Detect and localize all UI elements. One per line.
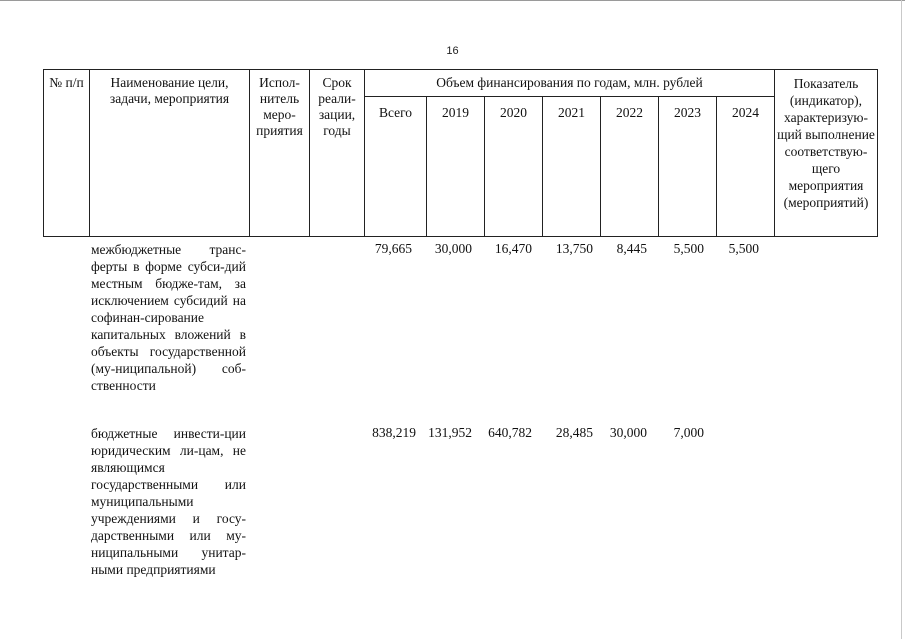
row-value-2020: 16,470 (494, 241, 532, 256)
row-value-2021: 13,750 (555, 241, 593, 256)
row-value-2022: 8,445 (616, 241, 647, 256)
row-description: межбюджетные транс-ферты в форме субси-дий местным бюдже-там, за исключением субсидий на софинан-сирование капитальных вложений в объекты государственной (му-ниципальной) соб-ственности (91, 242, 246, 393)
header-year-2021: 2021 (543, 97, 601, 237)
row-value-2020: 640,782 (488, 425, 532, 440)
program-table-header (43, 69, 878, 237)
row-total: 79,665 (374, 241, 412, 256)
row-value-2022: 30,000 (609, 425, 647, 440)
header-term: Срок реали-зации, годы (310, 70, 365, 237)
row-value-2023: 5,500 (673, 241, 704, 256)
row-value-2019: 131,952 (428, 425, 472, 440)
page-right-edge (901, 0, 902, 639)
row-description: бюджетные инвести-ции юридическим ли-цам, не являющимся государственными или муниципальными учреждениями и госу-дарственными или му-ниципальными унитар-ными предприятиями (91, 426, 246, 577)
header-name: Наименование цели, задачи, мероприятия (90, 70, 250, 237)
page-number: 16 (446, 45, 459, 57)
row-value-2021: 28,485 (555, 425, 593, 440)
header-year-2023: 2023 (659, 97, 717, 237)
header-funding: Объем финансирования по годам, млн. рублей (365, 70, 775, 97)
row-value-2024: 5,500 (728, 241, 759, 256)
row-value-2023: 7,000 (673, 425, 704, 440)
row-total: 838,219 (372, 425, 416, 440)
header-indicator: Показатель (индикатор), характеризую-щий выполнение соответствую-щего мероприятия (мероприятий) (775, 70, 878, 237)
header-year-2024: 2024 (717, 97, 775, 237)
page-top-edge (0, 0, 905, 6)
header-year-2020: 2020 (485, 97, 543, 237)
header-executor: Испол-нитель меро-приятия (250, 70, 310, 237)
header-year-2022: 2022 (601, 97, 659, 237)
header-total: Всего (365, 97, 427, 237)
header-year-2019: 2019 (427, 97, 485, 237)
row-value-2019: 30,000 (434, 241, 472, 256)
header-num: № п/п (44, 70, 90, 237)
